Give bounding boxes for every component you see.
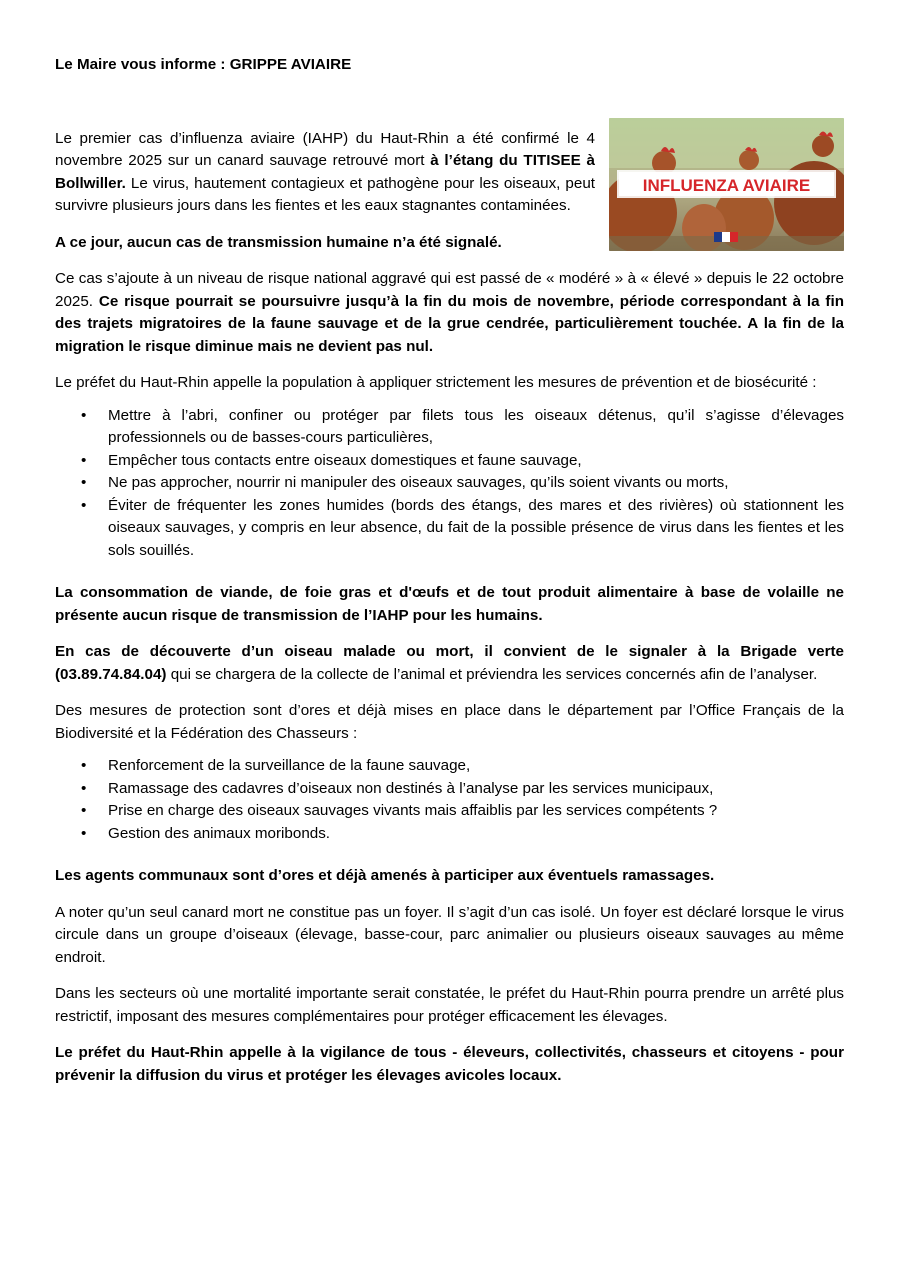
intro-paragraph bbox=[55, 128, 595, 218]
protection-measures-list bbox=[55, 755, 844, 845]
discovery-text-2: qui se chargera de la collecte de l’animal et préviendra les services concernés afin de l’analyser. bbox=[166, 665, 818, 683]
no-human-case-paragraph: A ce jour, aucun cas de transmission humaine n’a été signalé. bbox=[55, 233, 502, 251]
list-item: • Éviter de fréquenter les zones humides (bords des étangs, des mares et des rivières) où stationnent les oiseaux sauvages, y compris en leur absence, du fait de la possible présence de virus dans les fientes et les sols souillés. bbox=[81, 496, 844, 559]
banner-text: INFLUENZA AVIAIRE bbox=[642, 175, 811, 195]
protection-measures-paragraph: Des mesures de protection sont d’ores et déjà mises en place dans le département par l’Office Français de la Biodiversité et la Fédération des Chasseurs : bbox=[55, 702, 844, 742]
agents-paragraph: Les agents communaux sont d’ores et déjà amenés à participer aux éventuels ramassages. bbox=[55, 867, 715, 884]
intro-text-3: Le virus, hautement contagieux et pathogène pour les oiseaux, peut survivre plusieurs jours dans les fientes et les eaux stagnantes contaminées. bbox=[55, 174, 595, 214]
bullet-icon: • bbox=[81, 802, 87, 819]
influenza-aviaire-image bbox=[609, 118, 844, 251]
document-page bbox=[55, 54, 844, 1087]
foyer-paragraph: A noter qu’un seul canard mort ne constitue pas un foyer. Il s’agit d’un cas isolé. Un foyer est déclaré lorsque le virus circule dans un groupe d’oiseaux (élevage, basse-cour, parc animalier ou plusieurs oiseaux sauvages au même endroit. bbox=[55, 903, 844, 966]
consumption-paragraph: La consommation de viande, de foie gras et d'œufs et de tout produit alimentaire à base de volaille ne présente aucun risque de transmission de l’IAHP pour les humains. bbox=[55, 584, 844, 624]
bullet-icon: • bbox=[81, 451, 87, 469]
intro-section bbox=[55, 128, 844, 218]
list-item: • Ramassage des cadavres d’oiseaux non destinés à l’analyse par les services municipaux, bbox=[55, 778, 844, 801]
risk-text-1: Ce cas s’ajoute à un niveau de risque national aggravé qui est passé de « modéré » à « élevé » depuis le 22 octobre 2025. bbox=[55, 270, 844, 310]
hens-illustration bbox=[609, 118, 844, 251]
intro-location: à l’étang du TITISEE à Bollwiller. bbox=[55, 152, 595, 192]
bullet-icon: • bbox=[81, 824, 87, 842]
prefet-appeal-paragraph: Le préfet du Haut-Rhin appelle la population à appliquer strictement les mesures de prévention et de biosécurité : bbox=[55, 374, 817, 391]
sectors-paragraph: Dans les secteurs où une mortalité importante serait constatée, le préfet du Haut-Rhin pourra prendre un arrêté plus restrictif, imposant des mesures complémentaires pour protéger efficacement les élevages. bbox=[55, 985, 844, 1025]
bullet-icon: • bbox=[81, 757, 87, 774]
discovery-paragraph bbox=[55, 641, 844, 686]
vigilance-paragraph: Le préfet du Haut-Rhin appelle à la vigilance de tous - éleveurs, collectivités, chasseurs et citoyens - pour prévenir la diffusion du virus et protéger les élevages avicoles locaux. bbox=[55, 1044, 844, 1084]
list-item: • Mettre à l’abri, confiner ou protéger par filets tous les oiseaux détenus, qu’il s’agisse d’élevages professionnels ou de basses-cours particulières, bbox=[81, 406, 844, 446]
risk-paragraph bbox=[55, 268, 844, 358]
risk-text-2: Ce risque pourrait se poursuivre jusqu’à la fin du mois de novembre, période correspondant à la fin des trajets migratoires de la faune sauvage et de la grue cendrée, particulièrement touchée. A la fin de la migration le risque diminue mais ne devient pas nul. bbox=[55, 292, 844, 355]
discovery-text-1: En cas de découverte d’un oiseau malade ou mort, il convient de le signaler à la Brigade verte (03.89.74.84.04) bbox=[55, 643, 844, 683]
list-item: • Renforcement de la surveillance de la faune sauvage, bbox=[55, 755, 844, 778]
list-item: • Prise en charge des oiseaux sauvages vivants mais affaiblis par les services compétents ? bbox=[55, 800, 844, 823]
list-item: • Empêcher tous contacts entre oiseaux domestiques et faune sauvage, bbox=[55, 450, 844, 473]
bullet-icon: • bbox=[81, 474, 87, 491]
prevention-measures-list bbox=[55, 405, 844, 563]
bullet-icon: • bbox=[81, 779, 87, 797]
list-item: • Ne pas approcher, nourrir ni manipuler des oiseaux sauvages, qu’ils soient vivants ou morts, bbox=[55, 472, 844, 495]
list-item: • Gestion des animaux moribonds. bbox=[55, 823, 844, 846]
bullet-icon: • bbox=[81, 496, 87, 514]
intro-text-1: Le premier cas d’influenza aviaire (IAHP) du Haut-Rhin a été confirmé le 4 novembre 2025 sur un canard sauvage retrouvé mort bbox=[55, 129, 595, 169]
page-title: Le Maire vous informe : GRIPPE AVIAIRE bbox=[55, 56, 352, 73]
bullet-icon: • bbox=[81, 406, 87, 424]
